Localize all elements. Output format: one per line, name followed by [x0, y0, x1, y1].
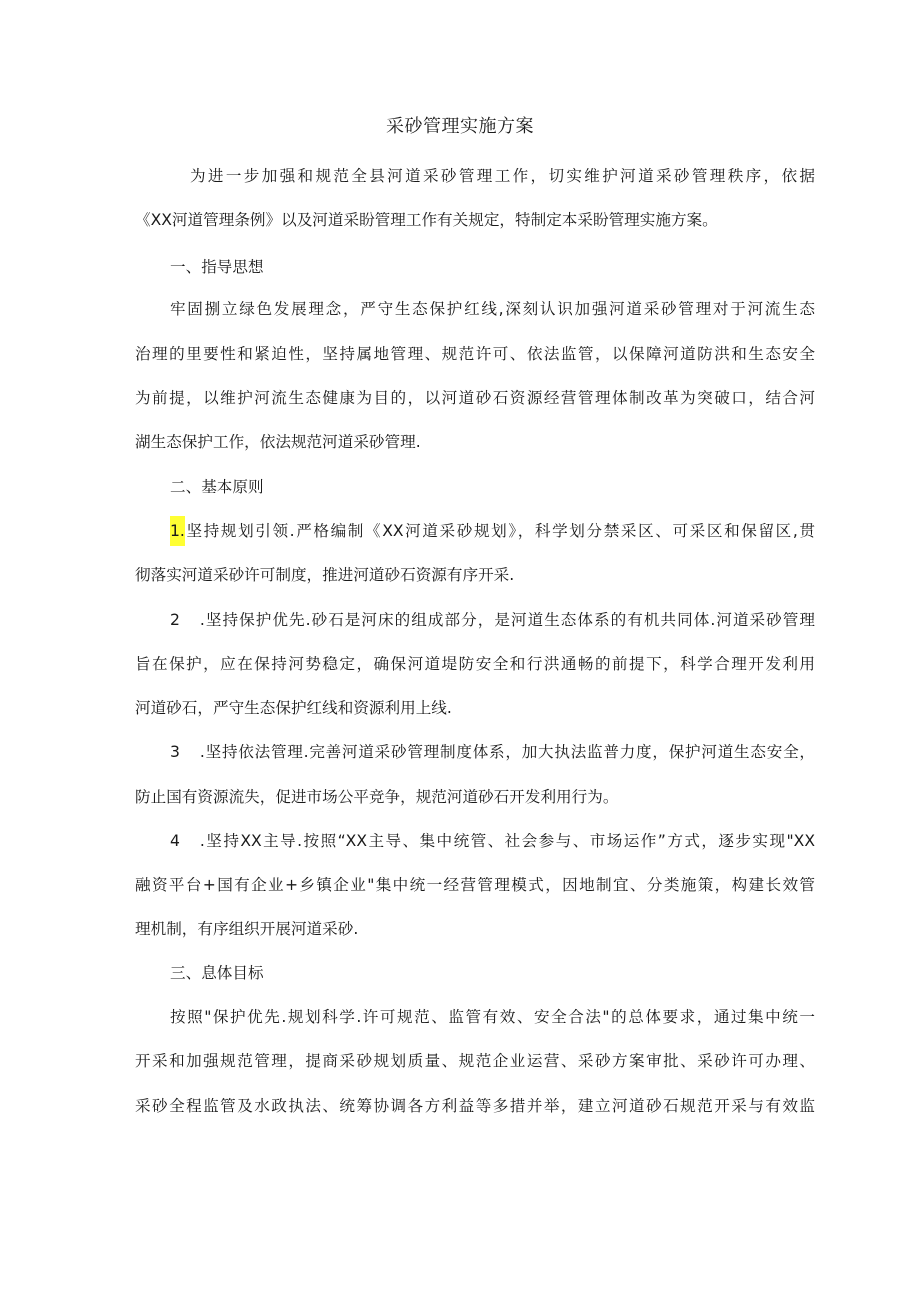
principle-item-2-text: .坚持保护优先.砂石是河床的组成部分，是河道生态体系的有机共同体.河道采砂管理	[199, 611, 815, 629]
intro-line-2: 《XX河道管理条例》以及河道采盼管理工作有关规定，特制定本采盼管理实施方案。	[135, 211, 718, 229]
section1-line-3: 为前提，以维护河流生态健康为目的，以河道砂石资源经营管理体制改革为突破口，结合河	[135, 389, 815, 407]
principle-item-3-line-2: 防止国有资源流失，促进市场公平竞争，规范河道砂石开发利用行为。	[135, 788, 619, 806]
principle-item-4-number: 4	[170, 832, 180, 850]
principle-item-3	[170, 741, 815, 763]
section1-line-2: 治理的里要性和紧迫性，坚持属地管理、规范许可、依法监管，以保障河道防洪和生态安全	[135, 345, 815, 363]
principle-item-3-text: .坚持依法管理.完善河道采砂管理制度体系，加大执法监普力度，保护河道生态安全，	[199, 743, 815, 761]
principle-item-4-text: .坚持XX主导.按照“XX主导、集中统管、社会参与、市场运作”方式，逐步实现"XX	[199, 832, 815, 850]
highlighted-number: 1.	[170, 516, 185, 546]
principle-item-2-number: 2	[170, 611, 180, 629]
principle-item-4-line-2: 融资平台+国有企业+乡镇企业"集中统一经营管理模式，因地制宜、分类施策，构建长效管	[135, 876, 815, 894]
principle-item-3-number: 3	[170, 743, 180, 761]
principle-item-4-line-3: 理机制，有序组织开展河道采砂.	[135, 920, 359, 938]
intro-line-1: 为进一步加强和规范全县河道采砂管理工作，切实维护河道采砂管理秩序，依据	[190, 167, 815, 185]
section-heading-2: 二、基本原则	[170, 478, 264, 496]
principle-item-1-line-2: 彻落实河道采砂许可制度，推进河道砂石资源有序开采.	[135, 566, 515, 584]
section3-line-1: 按照"保护优先.规划科学.许可规范、监管有效、安全合法"的总体要求，通过集中统一	[170, 1008, 815, 1026]
document-title: 采砂管理实施方案	[386, 116, 534, 137]
section3-line-3: 采砂全程监管及水政执法、统筹协调各方利益等多措并举，建立河道砂石规范开采与有效监	[135, 1097, 815, 1115]
section-heading-1: 一、指导思想	[170, 258, 264, 276]
section-heading-3: 三、息体目标	[170, 964, 264, 982]
section1-line-1: 牢固捌立绿色发展理念，严守生态保护红线,深刻认识加强河道采砂管理对于河流生态	[170, 300, 815, 318]
section3-line-2: 开采和加强规范管理，提商采砂规划质量、规范企业运营、采砂方案审批、采砂许可办理、	[135, 1052, 815, 1070]
section1-line-4: 湖生态保护工作，依法规范河道采砂管理.	[135, 433, 421, 451]
principle-item-1-text: 坚持规划引领.严格编制《XX河道采砂规划》，科学划分禁采区、可采区和保留区,贯	[184, 522, 815, 540]
principle-item-2-line-2: 旨在保护，应在保持河势稳定，确保河道堤防安全和行洪通畅的前提下，科学合理开发利用	[135, 655, 815, 673]
principle-item-4	[170, 830, 815, 852]
principle-item-1	[170, 520, 815, 542]
principle-item-2	[170, 609, 815, 631]
principle-item-2-line-3: 河道砂石，严守生态保护红线和资源利用上线.	[135, 699, 452, 717]
